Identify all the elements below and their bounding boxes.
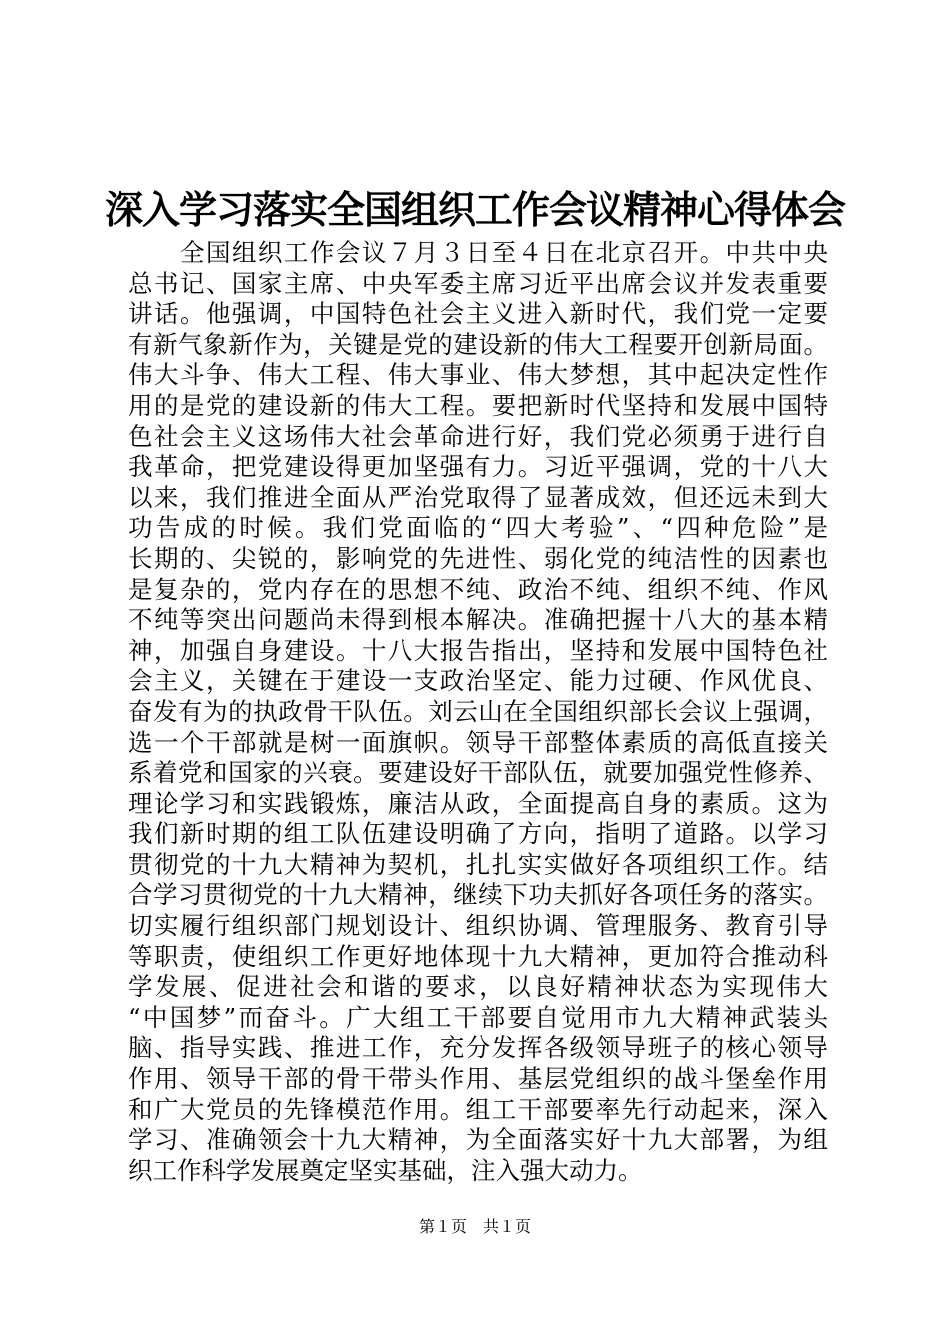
body-line: 奋发有为的执政骨干队伍。刘云山在全国组织部长会议上强调， — [128, 696, 828, 726]
body-line: 色社会主义这场伟大社会革命进行好，我们党必须勇于进行自 — [128, 421, 828, 451]
body-line: 神，加强自身建设。十八大报告指出，坚持和发展中国特色社 — [128, 635, 828, 665]
body-line: 系着党和国家的兴衰。要建设好干部队伍，就要加强党性修养、 — [128, 758, 828, 788]
body-line: 是复杂的，党内存在的思想不纯、政治不纯、组织不纯、作风 — [128, 574, 828, 604]
body-line: 等职责，使组织工作更好地体现十九大精神，更加符合推动科 — [128, 941, 828, 971]
page-footer: 第１页 共１页 — [418, 1217, 531, 1236]
body-line: 切实履行组织部门规划设计、组织协调、管理服务、教育引导 — [128, 911, 828, 941]
body-line: 学发展、促进社会和谐的要求，以良好精神状态为实现伟大 — [128, 972, 828, 1002]
body-line: 我革命，把党建设得更加坚强有力。习近平强调，党的十八大 — [128, 452, 828, 482]
body-line: 贯彻党的十九大精神为契机，扎扎实实做好各项组织工作。结 — [128, 849, 828, 879]
body-line: 学习、准确领会十九大精神，为全面落实好十九大部署，为组 — [128, 1125, 828, 1155]
body-line: 长期的、尖锐的，影响党的先进性、弱化党的纯洁性的因素也 — [128, 543, 828, 573]
body-line: 我们新时期的组工队伍建设明确了方向，指明了道路。以学习 — [128, 819, 828, 849]
body-line: 功告成的时候。我们党面临的“四大考验”、“四种危险”是 — [128, 513, 828, 543]
body-line: 作用、领导干部的骨干带头作用、基层党组织的战斗堡垒作用 — [128, 1064, 828, 1094]
body-line: 总书记、国家主席、中央军委主席习近平出席会议并发表重要 — [128, 268, 828, 298]
body-line: 全国组织工作会议７月３日至４日在北京召开。中共中央 — [180, 238, 828, 267]
body-line: 合学习贯彻党的十九大精神，继续下功夫抓好各项任务的落实。 — [128, 880, 828, 910]
body-line: 理论学习和实践锻炼，廉洁从政，全面提高自身的素质。这为 — [128, 788, 828, 818]
body-line: 脑、指导实践、推进工作，充分发挥各级领导班子的核心领导 — [128, 1033, 828, 1063]
body-line: 不纯等突出问题尚未得到根本解决。准确把握十八大的基本精 — [128, 605, 828, 635]
body-line: 用的是党的建设新的伟大工程。要把新时代坚持和发展中国特 — [128, 390, 828, 420]
body-line: 以来，我们推进全面从严治党取得了显著成效，但还远未到大 — [128, 482, 828, 512]
body-line: 织工作科学发展奠定坚实基础，注入强大动力。 — [128, 1155, 643, 1185]
body-line: 讲话。他强调，中国特色社会主义进入新时代，我们党一定要 — [128, 299, 828, 329]
document-body — [128, 238, 828, 1186]
document-title: 深入学习落实全国组织工作会议精神心得体会 — [104, 187, 845, 232]
body-line: “中国梦”而奋斗。广大组工干部要自觉用市九大精神武装头 — [128, 1002, 828, 1032]
body-line: 伟大斗争、伟大工程、伟大事业、伟大梦想，其中起决定性作 — [128, 360, 828, 390]
body-line: 和广大党员的先锋模范作用。组工干部要率先行动起来，深入 — [128, 1094, 828, 1124]
body-line: 会主义，关键在于建设一支政治坚定、能力过硬、作风优良、 — [128, 666, 828, 696]
body-line: 有新气象新作为，关键是党的建设新的伟大工程要开创新局面。 — [128, 329, 828, 359]
body-line: 选一个干部就是树一面旗帜。领导干部整体素质的高低直接关 — [128, 727, 828, 757]
